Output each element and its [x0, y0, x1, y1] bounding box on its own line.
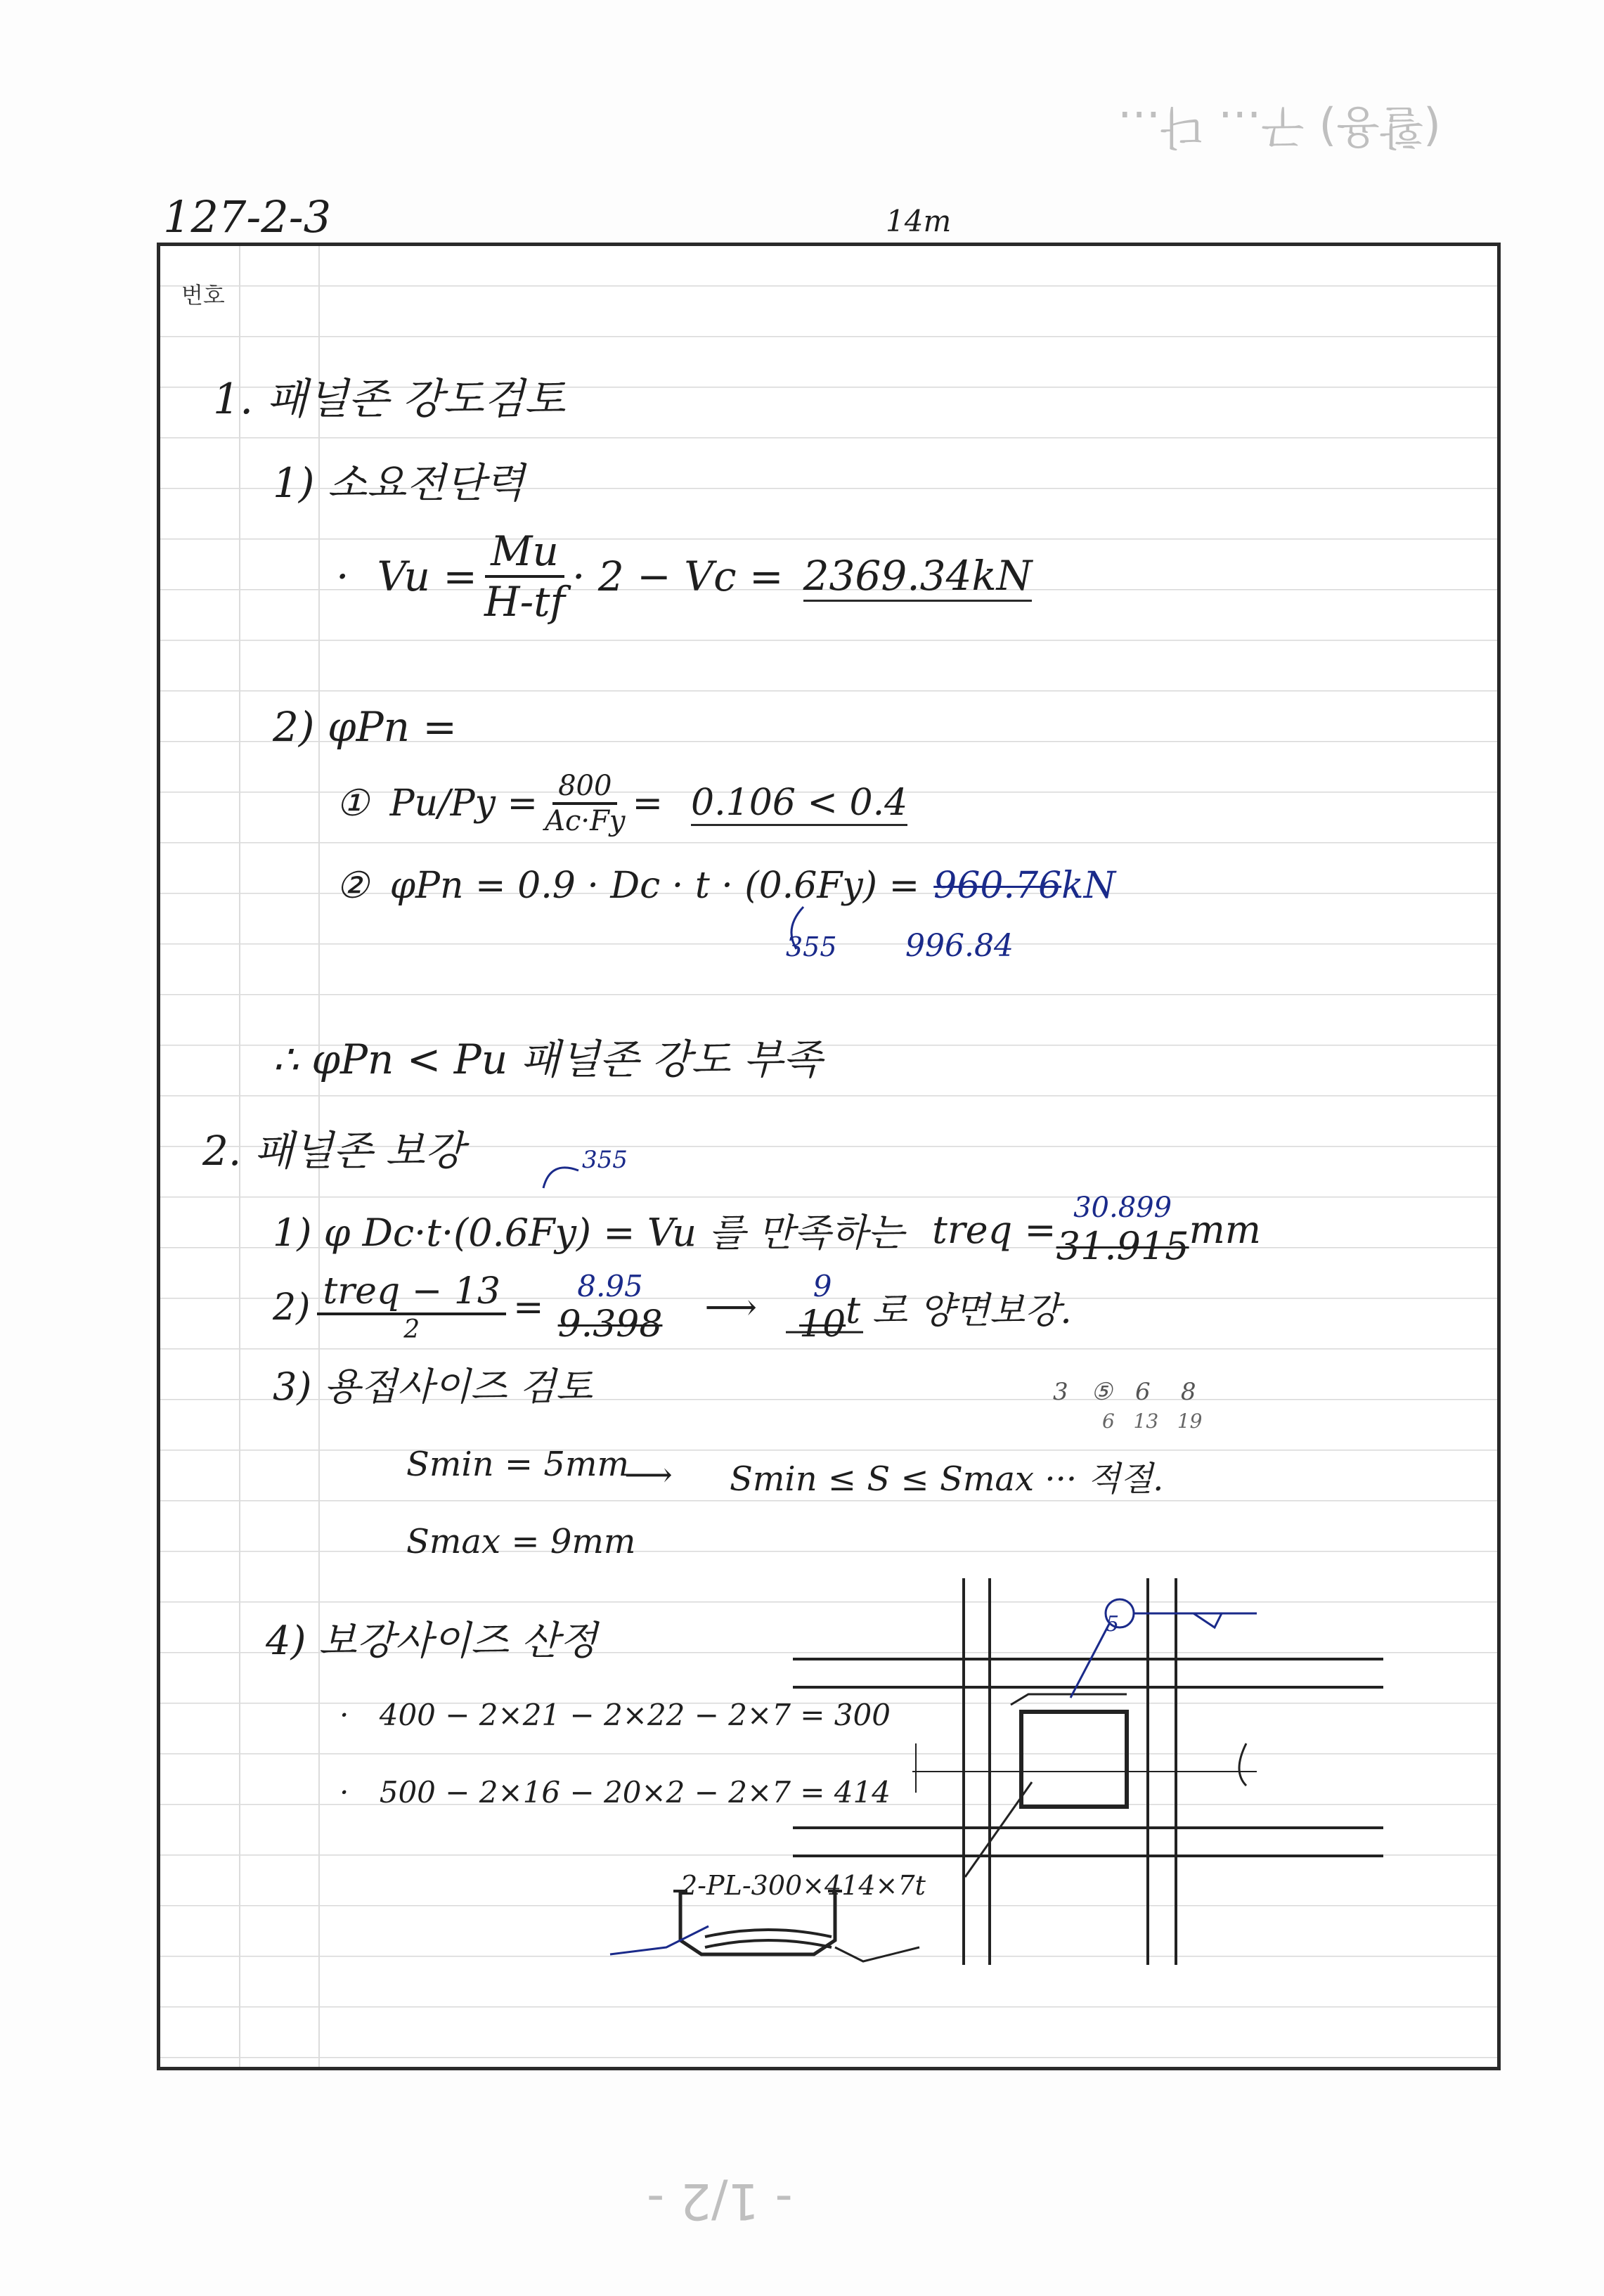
calc-2-bullet: ·: [339, 1775, 349, 1810]
plate-label: 2-PL-300×414×7t: [680, 1870, 926, 1901]
check-1-label: ①: [336, 782, 369, 825]
number-label: 번호: [181, 282, 225, 309]
check-2-new-value: 996.84: [905, 928, 1014, 964]
fy-355-note: 355: [582, 1146, 628, 1174]
calc-2-text: 500 − 2×16 − 20×2 − 2×7 = 414: [379, 1775, 891, 1810]
calc-1-text: 400 − 2×21 − 2×22 − 2×7 = 300: [379, 1698, 891, 1732]
step-1-new: 30.899: [1073, 1192, 1172, 1224]
vu-result: 2369.34kN: [803, 552, 1033, 602]
section-1-sub2: 2) φPn =: [273, 703, 457, 751]
check-2-expr: φPn = 0.9 · Dc · t · (0.6Fy) =: [389, 865, 920, 907]
step-1-text: 1) φ Dc·t·(0.6Fy) = Vu 를 만족하는: [273, 1211, 905, 1255]
smin-arrow: ⟶: [624, 1455, 673, 1495]
check-1-numerator: 800: [552, 770, 617, 805]
step-2-arrow: ⟶: [704, 1286, 757, 1329]
step-2-denominator: 2: [403, 1315, 420, 1344]
step-4: 4) 보강사이즈 산정: [266, 1618, 597, 1664]
center-note: 14m: [886, 204, 952, 238]
check-1-eq: =: [632, 782, 664, 825]
check-2-fy-note: 355: [786, 931, 837, 962]
check-2-unit: kN: [1061, 865, 1116, 907]
vu-lhs: Vu =: [377, 553, 478, 600]
smax-value: Smax = 9mm: [406, 1522, 636, 1561]
section-1-title: 1. 패널존 강도검토: [213, 375, 566, 424]
bottom-faint-page-number: - 1/2 -: [647, 2172, 793, 2230]
top-right-faint-text: (활용) 구... 다...: [1118, 101, 1441, 153]
step-1-treq: treq =: [932, 1208, 1056, 1252]
section-1-sub1: 1) 소요전단력: [273, 459, 525, 507]
vu-numerator: Mu: [485, 527, 564, 578]
check-1-expr: Pu/Py =: [389, 782, 538, 825]
note-frame: [157, 243, 1501, 2070]
step-1-struck: 31.915: [1056, 1224, 1189, 1268]
step-2-new-t: 9: [813, 1269, 832, 1303]
section-1-conclusion: ∴ φPn < Pu 패널존 강도 부족: [273, 1036, 822, 1083]
check-2-struck: 960.76: [933, 865, 1062, 907]
check-1-result: 0.106 < 0.4: [691, 782, 907, 826]
check-1-denominator: Ac·Fy: [545, 805, 626, 837]
connection-sketch: [160, 246, 1497, 2067]
section-2-title: 2. 패널존 보강: [202, 1127, 465, 1175]
page-id: 127-2-3: [163, 191, 332, 243]
step-2-struck: 9.398: [557, 1303, 663, 1346]
weld-check: Smin ≤ S ≤ Smax ··· 적절.: [730, 1459, 1164, 1499]
step-1-unit: mm: [1189, 1208, 1261, 1252]
step-2-struck-t: 10: [799, 1303, 846, 1346]
step-2-new: 8.95: [577, 1269, 643, 1303]
step-2-numerator: treq − 13: [317, 1270, 506, 1315]
step-3: 3) 용접사이즈 검토: [273, 1365, 593, 1409]
weld-size-table-top: 3 ⑤ 6 8: [1053, 1378, 1196, 1406]
step-2-eq: =: [513, 1286, 544, 1329]
check-2-label: ②: [336, 865, 369, 907]
smin-value: Smin = 5mm: [406, 1445, 629, 1484]
calc-1-bullet: ·: [339, 1698, 349, 1732]
step-2-tail: t 로 양면보강.: [846, 1290, 1072, 1332]
vu-rest: · 2 − Vc =: [571, 553, 784, 600]
step-2-label: 2): [273, 1286, 311, 1329]
bullet: ·: [336, 553, 349, 600]
weld-symbol-size: 5: [1106, 1612, 1120, 1637]
vu-denominator: H-tf: [484, 578, 565, 626]
weld-size-table-bottom: 6 13 19: [1102, 1410, 1203, 1433]
